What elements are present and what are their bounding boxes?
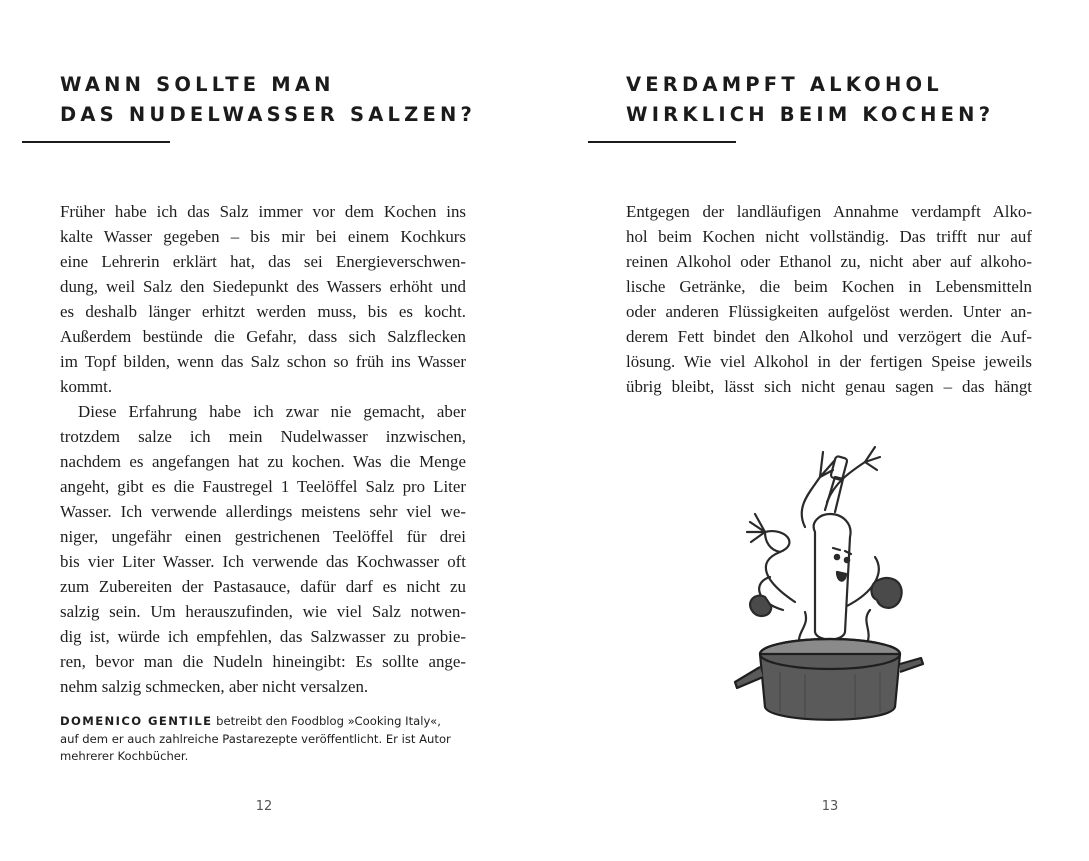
right-heading bbox=[626, 70, 994, 130]
bio-text: betreibt den Foodblog »Cooking Italy«, bbox=[216, 714, 441, 728]
text-line: es deshalb länger erhitzt werden muss, bis es kocht. bbox=[60, 302, 466, 321]
bio-line: mehrerer Kochbücher. bbox=[60, 749, 189, 763]
text-line: Wasser. Ich verwende allerdings meistens sehr viel we- bbox=[60, 502, 466, 521]
text-line: im Topf bilden, wenn das Salz schon so früh ins Wasser bbox=[60, 352, 466, 371]
text-line: Entgegen der landläufigen Annahme verdampft Alko- bbox=[626, 202, 1032, 221]
author-bio bbox=[60, 713, 480, 766]
text-line: trotzdem salze ich mein Nudelwasser inzwischen, bbox=[60, 427, 466, 446]
text-line: angeht, gibt es die Faustregel 1 Teelöffel Salz pro Liter bbox=[60, 477, 466, 496]
text-line: reinen Alkohol oder Ethanol zu, nicht aber auf alkoho- bbox=[626, 252, 1032, 271]
right-heading-line: VERDAMPFT ALKOHOL bbox=[626, 73, 943, 96]
text-line: nachdem es angefangen hat zu kochen. Was die Menge bbox=[60, 452, 466, 471]
text-line: ren, bevor man die Nudeln hineingibt: Es sollte ange- bbox=[60, 652, 466, 671]
left-body-text bbox=[60, 199, 466, 699]
page-number: 12 bbox=[255, 799, 273, 814]
bio-line: auf dem er auch zahlreiche Pastarezepte veröffentlicht. Er ist Autor bbox=[60, 731, 451, 746]
text-line: lische Getränke, die beim Kochen in Lebensmitteln bbox=[626, 277, 1032, 296]
text-line: nehm salzig schmecken, aber nicht versalzen. bbox=[60, 677, 369, 696]
text-line: zum Zubereiten der Pastasauce, dafür darf es nicht zu bbox=[60, 577, 466, 596]
text-line: Früher habe ich das Salz immer vor dem Kochen ins bbox=[60, 202, 466, 221]
text-line: kommt. bbox=[60, 377, 113, 396]
left-heading-line: WANN SOLLTE MAN bbox=[60, 73, 335, 96]
text-line: eine Lehrerin erklärt hat, das sei Energieverschwen- bbox=[60, 252, 466, 271]
text-line: Außerdem bestünde die Gefahr, dass sich Salzflecken bbox=[60, 327, 466, 346]
page-number: 13 bbox=[821, 799, 839, 814]
text-line: salzig sein. Um herauszufinden, wie viel Salz notwen- bbox=[60, 602, 466, 621]
right-heading-line: WIRKLICH BEIM KOCHEN? bbox=[626, 103, 995, 126]
text-line: Diese Erfahrung habe ich zwar nie gemacht, aber bbox=[78, 402, 466, 421]
text-line: lösung. Wie viel Alkohol in der fertigen Speise jeweils bbox=[626, 352, 1032, 371]
right-body-text bbox=[626, 199, 1032, 399]
text-line: kalte Wasser gegeben – bis mir bei einem Kochkurs bbox=[60, 227, 466, 246]
text-line: dig ist, würde ich empfehlen, das Salzwasser zu probie- bbox=[60, 627, 466, 646]
left-heading bbox=[60, 70, 476, 130]
text-line: niger, ungefähr einen gestrichenen Teelöffel für drei bbox=[60, 527, 466, 546]
left-page bbox=[0, 0, 544, 861]
text-line: bis vier Liter Wasser. Ich verwende das Kochwasser oft bbox=[60, 552, 466, 571]
text-line: oder anderen Flüssigkeiten aufgelöst werden. Unter an- bbox=[626, 302, 1032, 321]
author-name: DOMENICO GENTILE bbox=[60, 714, 213, 728]
text-line: derem Fett bindet den Alkohol und verzögert die Auf- bbox=[626, 327, 1032, 346]
text-line: dung, weil Salz den Siedepunkt des Wassers erhöht und bbox=[60, 277, 466, 296]
left-heading-line: DAS NUDELWASSER SALZEN? bbox=[60, 103, 476, 126]
left-heading-rule bbox=[22, 141, 170, 143]
bottle-in-cooking-pot-illustration bbox=[725, 432, 925, 732]
bio-line bbox=[60, 713, 480, 731]
text-line: hol beim Kochen nicht vollständig. Das trifft nur auf bbox=[626, 227, 1032, 246]
text-line: übrig bleibt, lässt sich nicht genau sagen – das hängt bbox=[626, 377, 1032, 396]
right-heading-rule bbox=[588, 141, 736, 143]
right-page bbox=[545, 0, 1089, 861]
